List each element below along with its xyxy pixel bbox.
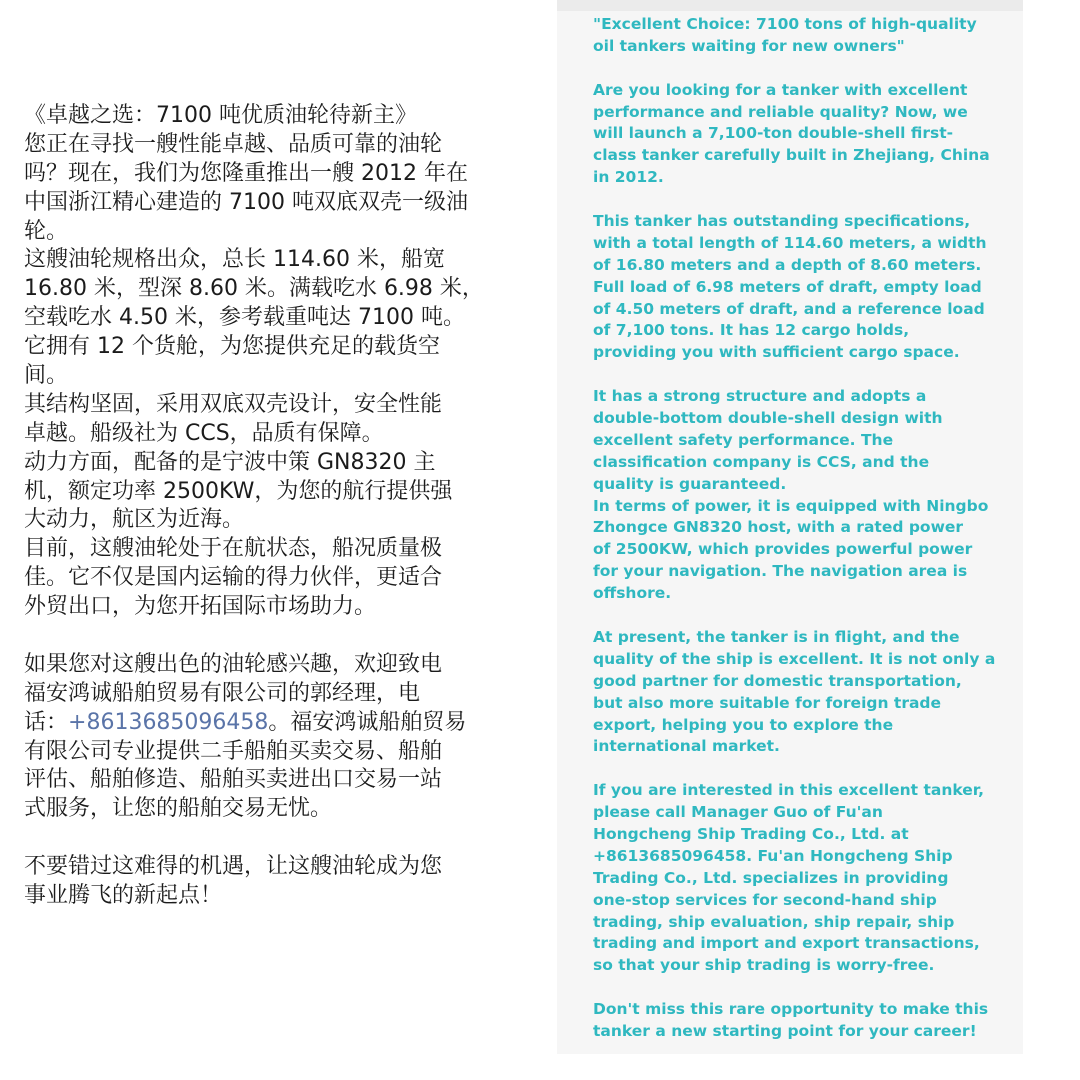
cn-line: 轮。 bbox=[24, 218, 69, 244]
en-line: quality is guaranteed. bbox=[593, 474, 787, 493]
en-line: in 2012. bbox=[593, 168, 664, 187]
paragraph-gap bbox=[24, 622, 529, 651]
en-line: one-stop services for second-hand ship bbox=[593, 890, 937, 909]
en-line: Hongcheng Ship Trading Co., Ltd. at bbox=[593, 824, 909, 843]
cn-line: 您正在寻找一艘性能卓越、品质可靠的油轮 bbox=[24, 131, 443, 157]
cn-line: 吗？现在，我们为您隆重推出一艘 2012 年在 bbox=[24, 160, 468, 186]
cn-line: 这艘油轮规格出众，总长 114.60 米，船宽 bbox=[24, 247, 445, 273]
cn-line: 目前，这艘油轮处于在航状态，船况质量极 bbox=[24, 536, 443, 562]
en-line: offshore. bbox=[593, 584, 672, 603]
en-line: If you are interested in this excellent tanker, bbox=[593, 781, 985, 800]
en-line: excellent safety performance. The bbox=[593, 430, 894, 449]
en-line: +8613685096458. Fu'an Hongcheng Ship bbox=[593, 846, 953, 865]
en-line: In terms of power, it is equipped with Ningbo bbox=[593, 496, 989, 515]
cn-line: 16.80 米，型深 8.60 米。满载吃水 6.98 米， bbox=[24, 276, 484, 302]
en-line: for your navigation. The navigation area is bbox=[593, 562, 968, 581]
en-line: This tanker has outstanding specifications, bbox=[593, 212, 971, 231]
en-line: international market. bbox=[593, 737, 780, 756]
cn-phone-line bbox=[24, 709, 529, 738]
en-line: Don't miss this rare opportunity to make this bbox=[593, 1000, 989, 1019]
en-line: Zhongce GN8320 host, with a rated power bbox=[593, 518, 964, 537]
en-line: quality of the ship is excellent. It is not only a bbox=[593, 649, 996, 668]
cn-line: 大动力，航区为近海。 bbox=[24, 507, 245, 533]
en-line: classification company is CCS, and the bbox=[593, 452, 930, 471]
en-line: export, helping you to explore the bbox=[593, 715, 894, 734]
cn-line: 有限公司专业提供二手船舶买卖交易、船舶 bbox=[24, 738, 443, 764]
en-line: It has a strong structure and adopts a bbox=[593, 387, 927, 406]
cn-line: 中国浙江精心建造的 7100 吨双底双壳一级油 bbox=[24, 189, 468, 215]
en-title-line: "Excellent Choice: 7100 tons of high-quality bbox=[593, 15, 977, 33]
en-line: tanker a new starting point for your career! bbox=[593, 1021, 977, 1040]
cn-line: 如果您对这艘出色的油轮感兴趣，欢迎致电 bbox=[24, 651, 443, 677]
en-line: Are you looking for a tanker with excellent bbox=[593, 80, 968, 99]
en-line: trading, ship evaluation, ship repair, ship bbox=[593, 912, 955, 931]
paragraph-gap bbox=[593, 364, 1013, 386]
paragraph-gap bbox=[593, 605, 1013, 627]
cn-line: 佳。它不仅是国内运输的得力伙伴，更适合 bbox=[24, 565, 443, 591]
paragraph-gap bbox=[24, 824, 529, 853]
en-line: Trading Co., Ltd. specializes in providing bbox=[593, 868, 949, 887]
en-title-line: oil tankers waiting for new owners" bbox=[593, 36, 905, 55]
cn-line: 式服务，让您的船舶交易无忧。 bbox=[24, 796, 333, 822]
en-line: Full load of 6.98 meters of draft, empty load bbox=[593, 277, 982, 296]
phone-prefix: 话： bbox=[24, 709, 69, 735]
chinese-announcement-text bbox=[24, 102, 529, 911]
phone-suffix: 。福安鸿诚船舶贸易 bbox=[268, 709, 467, 735]
paragraph-gap bbox=[593, 189, 1013, 211]
cn-line: 动力方面，配备的是宁波中策 GN8320 主 bbox=[24, 449, 436, 475]
cn-line: 事业腾飞的新起点！ bbox=[24, 883, 223, 909]
cn-line: 外贸出口，为您开拓国际市场助力。 bbox=[24, 594, 377, 620]
en-line: At present, the tanker is in flight, and the bbox=[593, 627, 960, 646]
phone-number-link[interactable]: +8613685096458 bbox=[68, 709, 269, 735]
cn-line: 间。 bbox=[24, 363, 69, 389]
top-edge-bar bbox=[557, 0, 1023, 11]
cn-line: 福安鸿诚船舶贸易有限公司的郭经理，电 bbox=[24, 680, 421, 706]
cn-line: 其结构坚固，采用双底双壳设计，安全性能 bbox=[24, 391, 443, 417]
en-line: providing you with sufficient cargo space. bbox=[593, 343, 960, 362]
cn-line: 空载吃水 4.50 米，参考载重吨达 7100 吨。 bbox=[24, 305, 465, 331]
cn-line: 卓越。船级社为 CCS，品质有保障。 bbox=[24, 420, 384, 446]
paragraph-gap bbox=[593, 58, 1013, 80]
english-translation-text bbox=[593, 14, 1013, 1043]
en-line: performance and reliable quality? Now, we bbox=[593, 102, 968, 121]
paragraph-gap bbox=[593, 758, 1013, 780]
en-line: double-bottom double-shell design with bbox=[593, 409, 943, 428]
cn-line: 评估、船舶修造、船舶买卖进出口交易一站 bbox=[24, 767, 443, 793]
cn-line: 机，额定功率 2500KW，为您的航行提供强 bbox=[24, 478, 453, 504]
en-line: of 7,100 tons. It has 12 cargo holds, bbox=[593, 321, 910, 340]
en-line: good partner for domestic transportation, bbox=[593, 671, 962, 690]
paragraph-gap bbox=[593, 977, 1013, 999]
en-line: of 4.50 meters of draft, and a reference load bbox=[593, 299, 985, 318]
en-line: so that your ship trading is worry-free. bbox=[593, 956, 935, 975]
bottom-edge-strip bbox=[557, 1054, 1023, 1080]
cn-line: 它拥有 12 个货舱，为您提供充足的载货空 bbox=[24, 334, 440, 360]
en-line: of 16.80 meters and a depth of 8.60 meters. bbox=[593, 255, 982, 274]
en-line: of 2500KW, which provides powerful power bbox=[593, 540, 973, 559]
en-line: class tanker carefully built in Zhejiang, China bbox=[593, 146, 990, 165]
cn-title: 《卓越之选：7100 吨优质油轮待新主》 bbox=[24, 103, 417, 128]
english-translation-panel bbox=[557, 0, 1023, 1080]
cn-line: 不要错过这难得的机遇，让这艘油轮成为您 bbox=[24, 854, 443, 880]
en-line: will launch a 7,100-ton double-shell first- bbox=[593, 124, 954, 143]
en-line: please call Manager Guo of Fu'an bbox=[593, 803, 883, 822]
en-line: but also more suitable for foreign trade bbox=[593, 693, 942, 712]
en-line: with a total length of 114.60 meters, a width bbox=[593, 233, 987, 252]
en-line: trading and import and export transactions, bbox=[593, 934, 980, 953]
